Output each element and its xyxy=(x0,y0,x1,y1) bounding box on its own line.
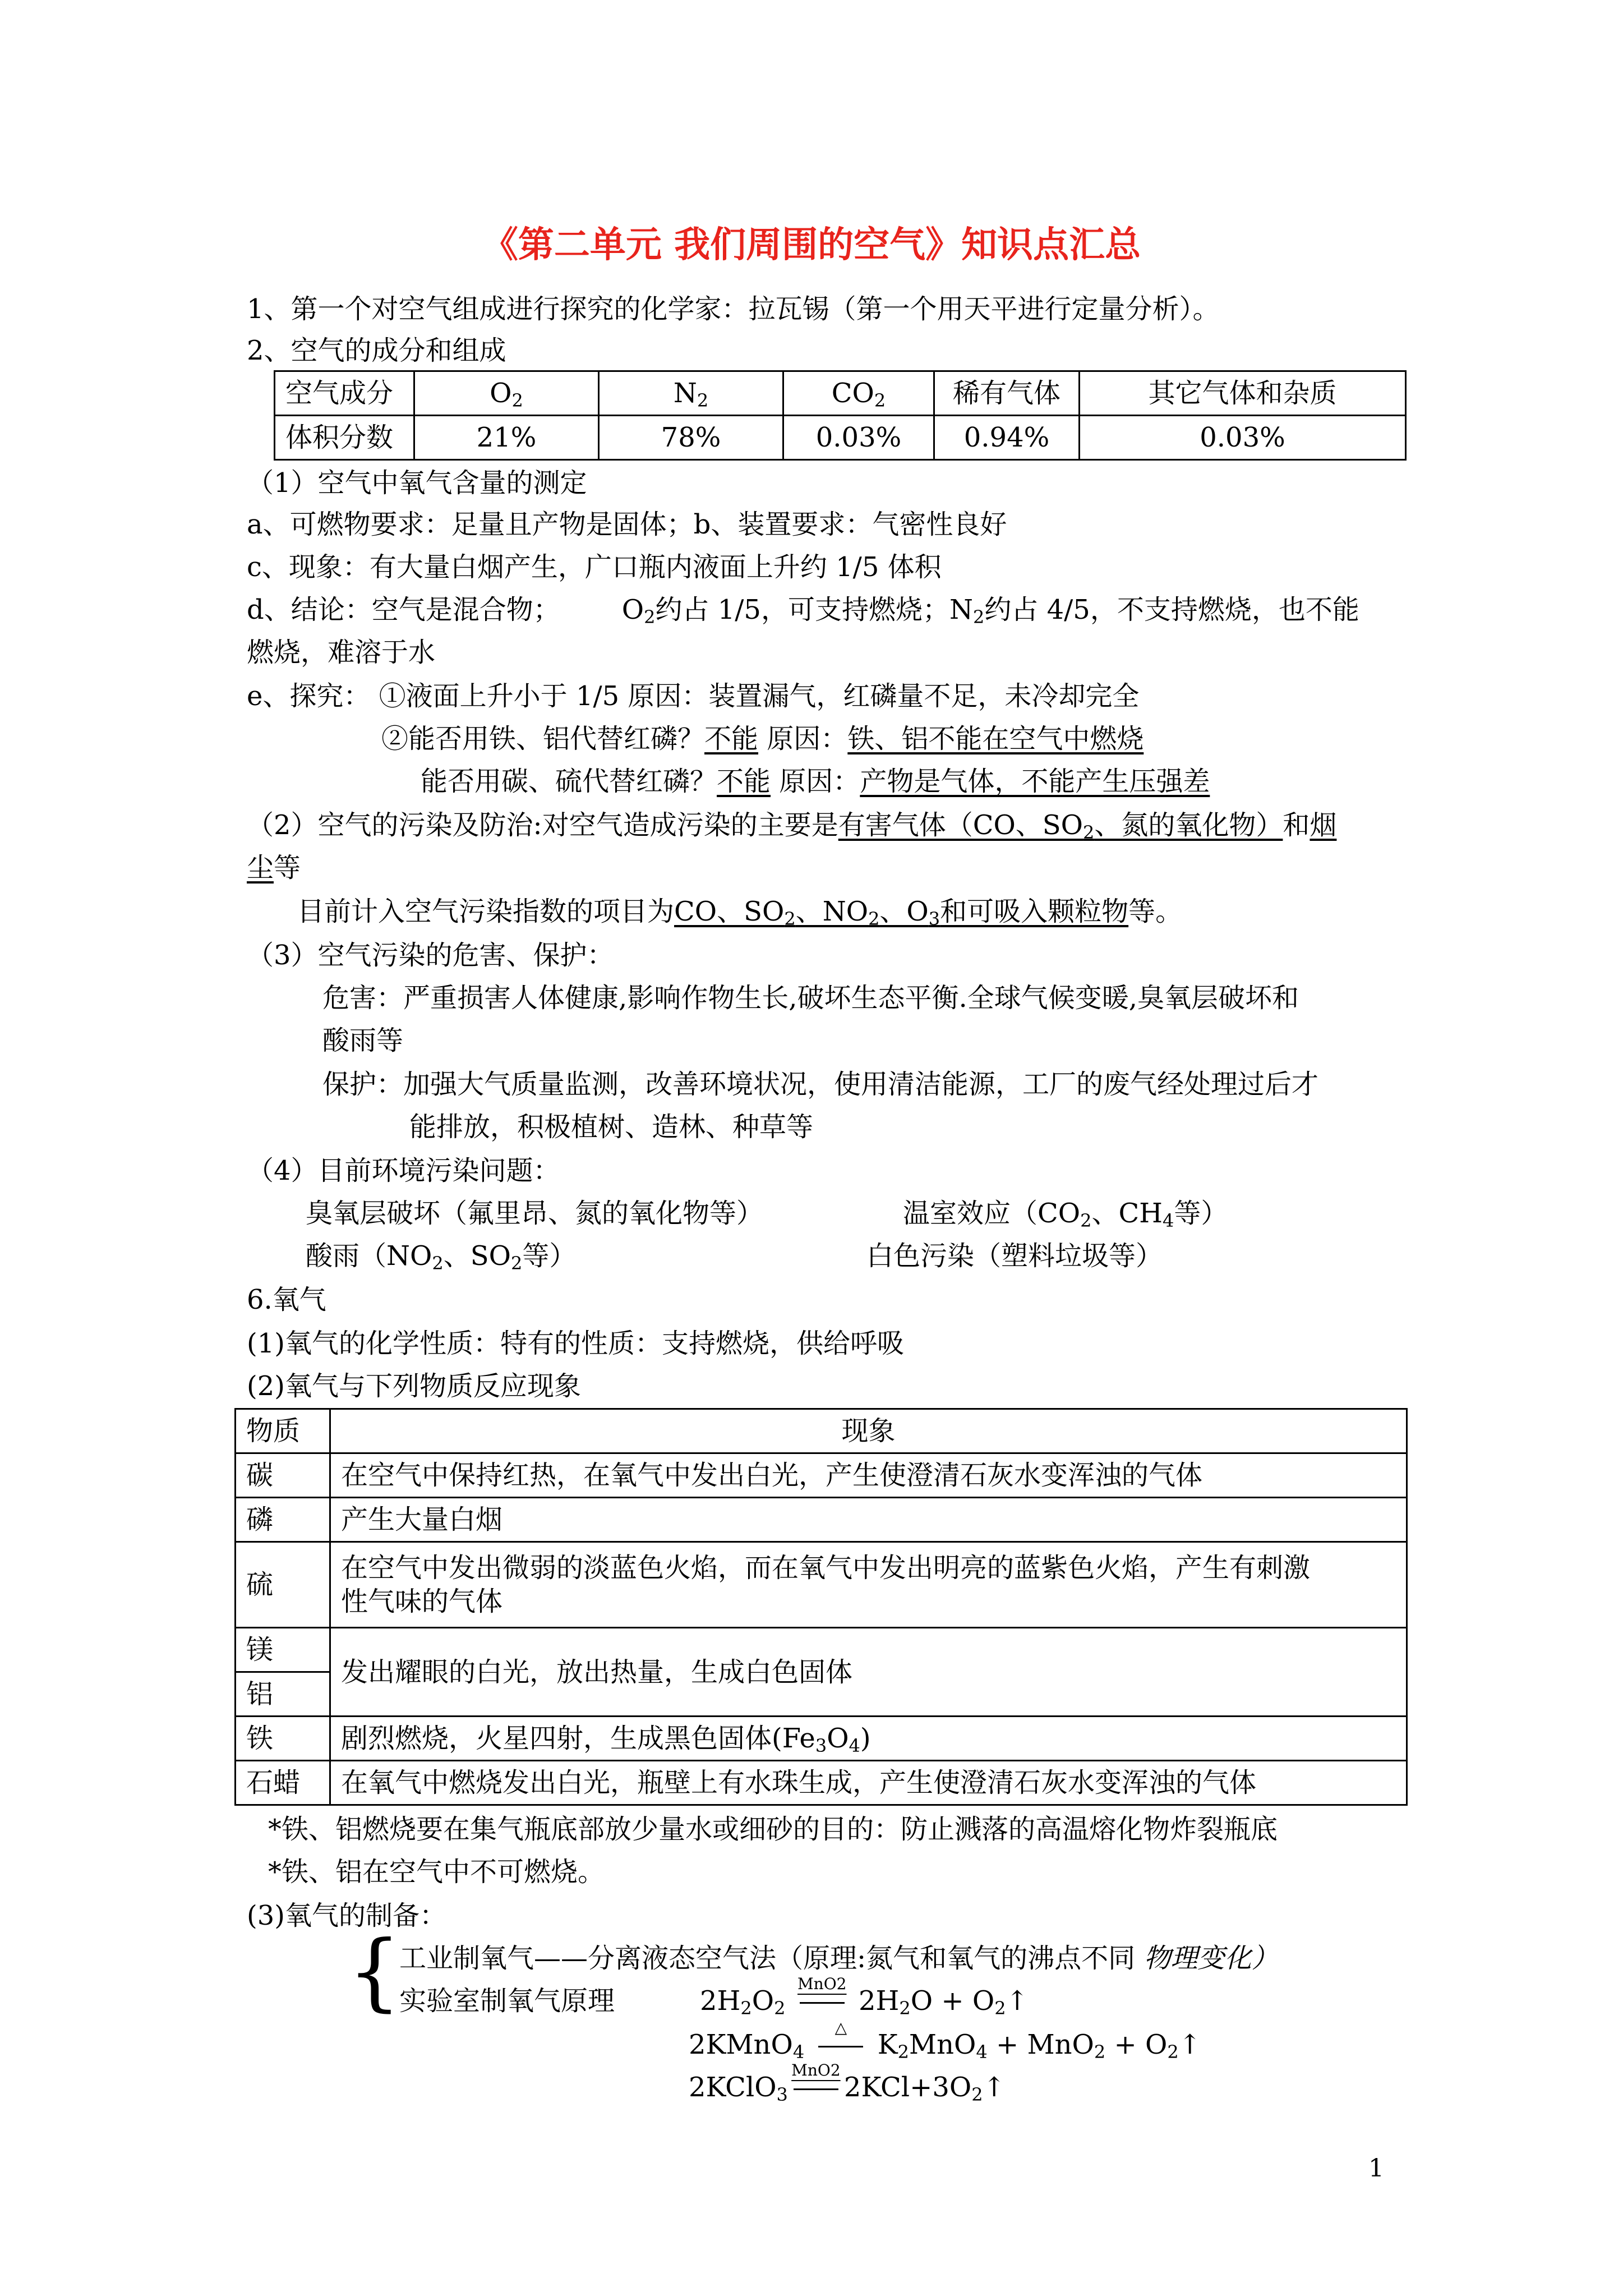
section-problems: （4）目前环境污染问题： xyxy=(247,1155,560,1186)
table-cell xyxy=(330,1542,1407,1628)
table-cell: 磷 xyxy=(236,1498,330,1542)
section-pollution: （2）空气的污染及防治:对空气造成污染的主要是有害气体（CO、$SO_2$、氮的氧化物）和烟 xyxy=(247,809,1337,843)
table-cell: $O_2$ xyxy=(414,371,599,416)
text: 约占 4/5，不支持燃烧，也不能 xyxy=(984,594,1359,625)
table-row xyxy=(236,1542,1407,1628)
text: △ xyxy=(834,2018,847,2037)
table-cell: 物质 xyxy=(236,1409,330,1453)
text: d、结论：空气是混合物； xyxy=(247,594,560,625)
brace-icon: { xyxy=(348,1923,402,2021)
table-cell: 其它气体和杂质 xyxy=(1080,371,1406,416)
table-cell: 铝 xyxy=(236,1672,330,1717)
text: MnO2 xyxy=(797,1975,847,1993)
text: + MnO xyxy=(995,2029,1094,2060)
section-preparation: (3)氧气的制备： xyxy=(247,1900,446,1931)
text: 和可吸入颗粒物 xyxy=(940,896,1129,927)
text: 剧烈燃烧，火星四射，生成黑色固体(Fe xyxy=(341,1723,815,1754)
table-cell: 空气成分 xyxy=(275,371,414,416)
para-pollution-index: 目前计入空气污染指数的项目为CO、$SO_2$、$NO_2$、$O_3$和可吸入颗粒物等。 xyxy=(297,896,1183,930)
table-cell: 镁 xyxy=(236,1628,330,1672)
text: ↑ xyxy=(1178,2029,1201,2060)
table-row xyxy=(236,1498,1407,1542)
para-reaction-heading: (2)氧气与下列物质反应现象 xyxy=(247,1370,581,1402)
text: 目前计入空气污染指数的项目为 xyxy=(297,896,675,927)
text: 尘 xyxy=(247,852,274,884)
table-row xyxy=(236,1717,1407,1761)
equation-kmno4: 2KMnO$_4$ △ $K_2MnO_4 + MnO_2$ + $O_2↑$ xyxy=(689,2027,1201,2062)
text: CO、SO xyxy=(674,896,785,927)
table-row xyxy=(236,1453,1407,1498)
table-cell: $N_2$ xyxy=(599,371,783,416)
table-cell: 铁 xyxy=(236,1717,330,1761)
text: 等。 xyxy=(1128,896,1183,927)
para-explore: e、探究： ①液面上升小于 1/5 原因：装置漏气，红磷量不足，未冷却完全 xyxy=(247,680,1140,712)
text: 不能 xyxy=(704,723,759,754)
table-cell: 0.03% xyxy=(1080,416,1406,460)
text: 产物是气体，不能产生压强差 xyxy=(860,766,1210,797)
text: 、O xyxy=(879,896,929,927)
table-cell: 硫 xyxy=(236,1542,330,1628)
para-chemist: 1、第一个对空气组成进行探究的化学家：拉瓦锡（第一个用天平进行定量分析）。 xyxy=(247,293,1220,325)
page-title: 《第二单元 我们周围的空气》知识点汇总 xyxy=(482,224,1141,266)
problem-ozone: 臭氧层破坏（氟里昂、氮的氧化物等） xyxy=(306,1198,764,1229)
table-row xyxy=(236,1409,1407,1453)
table-row xyxy=(275,371,1406,416)
para-harm: 危害：严重损害人体健康,影响作物生长,破坏生态平衡.全球气候变暖,臭氧层破坏和 xyxy=(322,982,1299,1014)
heading-oxygen: 6.氧气 xyxy=(247,1284,326,1315)
section-harm: （3）空气污染的危害、保护： xyxy=(247,940,614,971)
reaction-table xyxy=(234,1408,1408,1806)
para-explore-2 xyxy=(381,721,1144,756)
text: 2KClO xyxy=(689,2072,777,2103)
table-row xyxy=(236,1761,1407,1805)
text: + O xyxy=(1114,2029,1168,2060)
para-protect: 保护：加强大气质量监测，改善环境状况，使用清洁能源，工厂的废气经处理过后才 xyxy=(322,1069,1319,1100)
para-explore-3 xyxy=(421,764,1210,799)
text: 物理变化） xyxy=(1144,1943,1279,1974)
catalyst-arrow xyxy=(788,2061,844,2105)
text: 、氮的氧化物） xyxy=(1094,809,1283,841)
equation-kclo3: 2KClO$_3$ MnO2 $2KCl+3O_2↑$ xyxy=(689,2070,1006,2105)
table-row xyxy=(236,1628,1407,1672)
table-cell: 0.94% xyxy=(934,416,1080,460)
text: 烟 xyxy=(1310,809,1337,841)
text: 2H xyxy=(859,1985,900,2017)
text: ↑ xyxy=(1006,1985,1029,2017)
para-conclusion: d、结论：空气是混合物； $O_2$约占 1/5，可支持燃烧；$N_2$约占 4/5，不支持燃烧，也不能 xyxy=(247,594,1359,628)
table-cell: 78% xyxy=(599,416,783,460)
para-phenomenon: c、现象：有大量白烟产生，广口瓶内液面上升约 1/5 体积 xyxy=(247,551,942,583)
table-cell: 21% xyxy=(414,416,599,460)
text: 能否用碳、硫代替红磷？ xyxy=(421,766,717,797)
text: 温室效应（CO xyxy=(903,1198,1081,1229)
table-cell: 在空气中保持红热，在氧气中发出白光，产生使澄清石灰水变浑浊的气体 xyxy=(330,1453,1407,1498)
text: O + O xyxy=(910,1985,995,2017)
section-pollution-cont xyxy=(247,850,301,885)
text: MnO xyxy=(909,2029,976,2060)
para-oxygen-properties: (1)氧气的化学性质：特有的性质：支持燃烧，供给呼吸 xyxy=(247,1328,904,1359)
para-conclusion-cont: 燃烧，难溶于水 xyxy=(247,637,436,668)
table-cell: 在氧气中燃烧发出白光，瓶壁上有水珠生成，产生使澄清石灰水变浑浊的气体 xyxy=(330,1761,1407,1805)
text: 工业制氧气——分离液态空气法（原理:氮气和氧气的沸点不同 xyxy=(399,1943,1136,1974)
text: ②能否用铁、铝代替红磷？ xyxy=(381,723,705,754)
equation-h2o2: $2H_2O_2$ MnO2 $2H_2O$ + $O_2↑$ xyxy=(700,1984,1029,2018)
text: 2H xyxy=(700,1985,741,2017)
text: 等） xyxy=(1174,1198,1228,1229)
lab-method-label: 实验室制氧气原理 xyxy=(399,1985,615,2017)
text: 和 xyxy=(1283,809,1310,841)
text: 、CH xyxy=(1091,1198,1163,1229)
problem-white-pollution: 白色污染（塑料垃圾等） xyxy=(866,1240,1163,1272)
problem-acid-rain: 酸雨（$NO_2$、$SO_2$等） xyxy=(306,1240,577,1274)
text: 在空气中发出微弱的淡蓝色火焰，而在氧气中发出明亮的蓝紫色火焰，产生有刺激 xyxy=(341,1552,1311,1584)
table-cell: 0.03% xyxy=(783,416,934,460)
para-requirements: a、可燃物要求：足量且产物是固体；b、装置要求：气密性良好 xyxy=(247,509,1007,540)
table-cell: 剧烈燃烧，火星四射，生成黑色固体$(Fe_3O_4)$ xyxy=(330,1717,1407,1761)
text: 原因： xyxy=(779,766,860,797)
para-composition-heading: 2、空气的成分和组成 xyxy=(247,335,506,366)
table-cell: 产生大量白烟 xyxy=(330,1498,1407,1542)
table-cell: $CO_2$ xyxy=(783,371,934,416)
problem-greenhouse: 温室效应（$CO_2$、$CH_4$等） xyxy=(903,1198,1228,1231)
table-row xyxy=(275,416,1406,460)
text: 性气味的气体 xyxy=(341,1586,503,1617)
text: 约占 1/5，可支持燃烧； xyxy=(655,594,949,625)
text: 酸雨（NO xyxy=(306,1240,432,1272)
text: 有害气体（CO、SO xyxy=(838,809,1083,841)
text: 2KMnO xyxy=(689,2029,793,2060)
table-cell: 碳 xyxy=(236,1453,330,1498)
note-iron-aluminum: *铁、铝燃烧要在集气瓶底部放少量水或细砂的目的：防止溅落的高温熔化物炸裂瓶底 xyxy=(268,1814,1278,1845)
table-cell: 发出耀眼的白光，放出热量，生成白色固体 xyxy=(330,1628,1407,1717)
para-protect-cont: 能排放，积极植树、造林、种草等 xyxy=(409,1111,814,1143)
text: 、SO xyxy=(443,1240,511,1272)
text: （2）空气的污染及防治:对空气造成污染的主要是 xyxy=(247,809,838,841)
text: MnO2 xyxy=(791,2061,841,2079)
table-cell: 稀有气体 xyxy=(934,371,1080,416)
text: 等 xyxy=(274,852,301,884)
table-cell: 石蜡 xyxy=(236,1761,330,1805)
text: 、NO xyxy=(795,896,869,927)
text: 2KCl+3O xyxy=(843,2072,972,2103)
para-harm-cont: 酸雨等 xyxy=(322,1025,404,1056)
text: 等） xyxy=(522,1240,577,1272)
text: 铁、铝不能在空气中燃烧 xyxy=(847,723,1144,754)
air-composition-table xyxy=(274,370,1407,461)
text: K xyxy=(877,2029,898,2060)
note-iron-air: *铁、铝在空气中不可燃烧。 xyxy=(268,1856,605,1888)
table-cell: 现象 xyxy=(330,1409,1407,1453)
text: 不能 xyxy=(717,766,771,797)
text: ↑ xyxy=(983,2072,1006,2103)
text: 原因： xyxy=(767,723,848,754)
table-cell: 体积分数 xyxy=(275,416,414,460)
section-oxygen-test: （1）空气中氧气含量的测定 xyxy=(247,467,587,499)
page-number: 1 xyxy=(1368,2154,1384,2183)
